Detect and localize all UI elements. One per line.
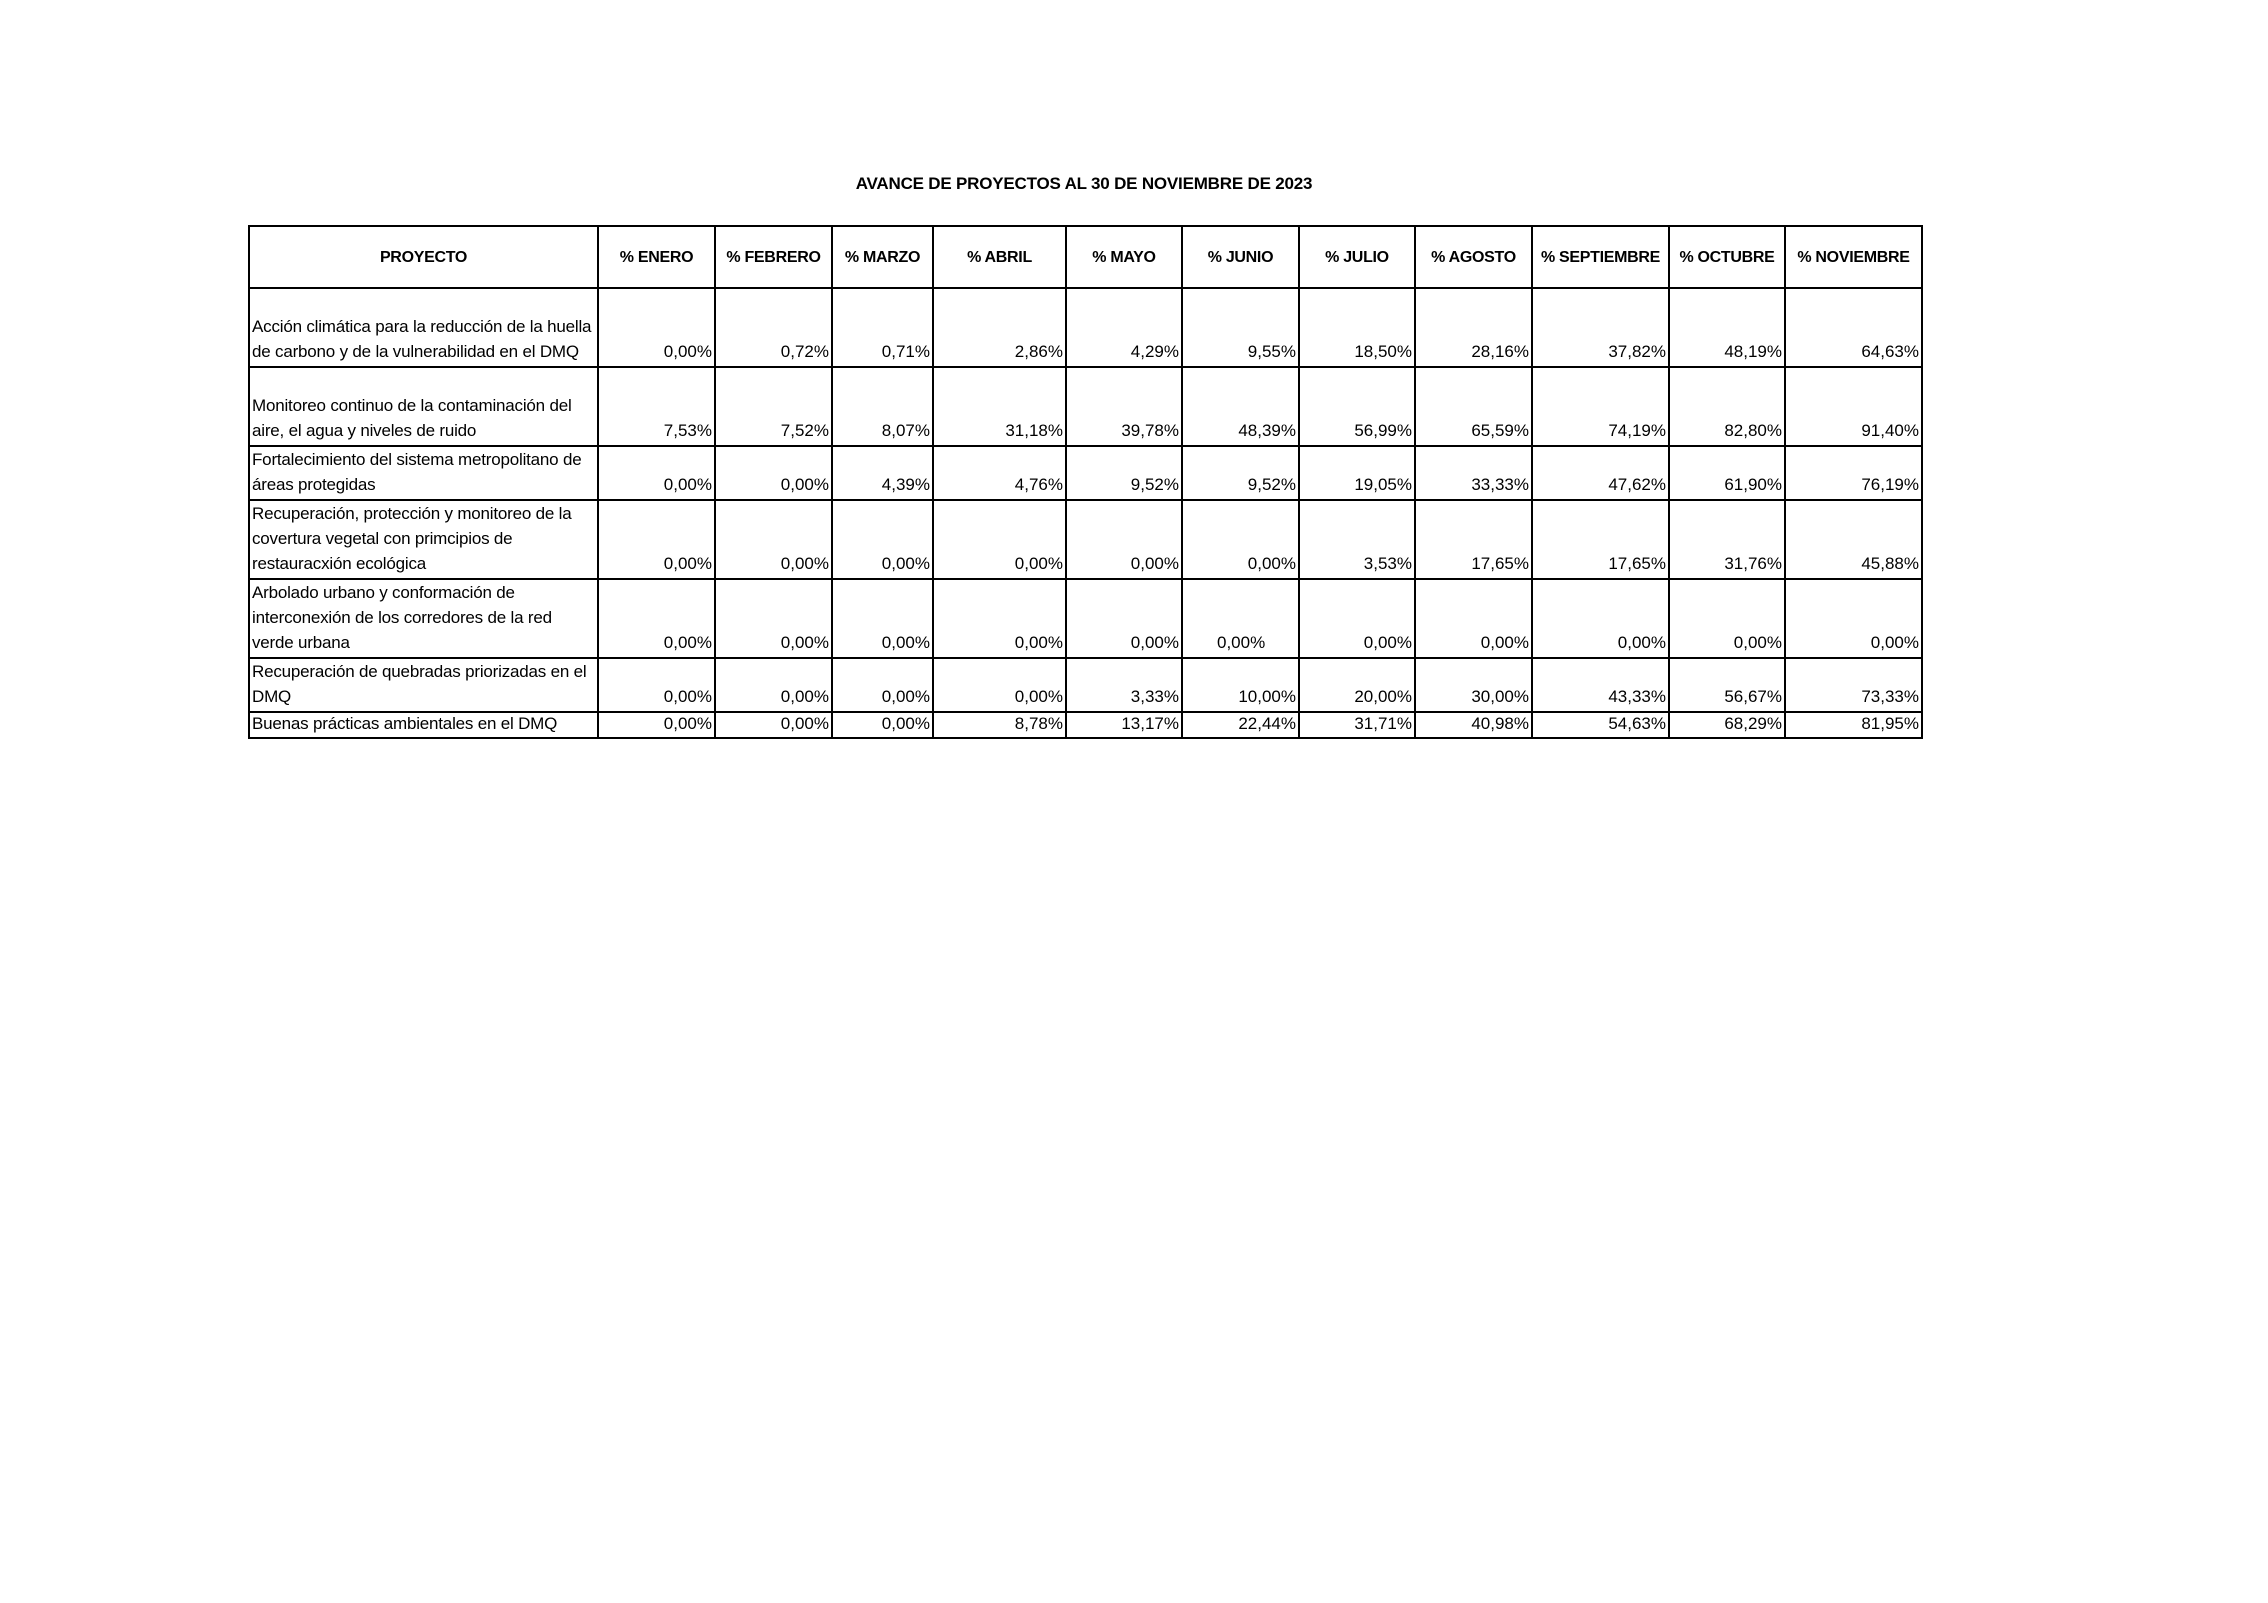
value-cell: 0,00% [1066, 500, 1182, 579]
value-cell: 33,33% [1415, 446, 1532, 500]
value-cell: 81,95% [1785, 712, 1922, 738]
value-cell: 0,00% [715, 500, 832, 579]
value-cell: 65,59% [1415, 367, 1532, 446]
table-row [249, 712, 1922, 738]
value-cell: 0,00% [598, 712, 715, 738]
value-cell: 7,52% [715, 367, 832, 446]
column-header-enero: % ENERO [598, 226, 715, 288]
value-cell: 0,00% [715, 579, 832, 658]
header-row [249, 226, 1922, 288]
value-cell: 0,00% [832, 500, 933, 579]
value-cell: 0,00% [1066, 579, 1182, 658]
value-cell: 76,19% [1785, 446, 1922, 500]
value-cell: 20,00% [1299, 658, 1415, 712]
table-row [249, 579, 1922, 658]
value-cell: 17,65% [1415, 500, 1532, 579]
value-cell: 0,00% [832, 658, 933, 712]
value-cell: 0,00% [1299, 579, 1415, 658]
value-cell: 0,72% [715, 288, 832, 367]
column-header-junio: % JUNIO [1182, 226, 1299, 288]
table-row [249, 446, 1922, 500]
table-row [249, 367, 1922, 446]
value-cell: 68,29% [1669, 712, 1785, 738]
value-cell: 0,00% [598, 658, 715, 712]
value-cell: 43,33% [1532, 658, 1669, 712]
value-cell: 0,00% [598, 579, 715, 658]
value-cell: 61,90% [1669, 446, 1785, 500]
column-header-octubre: % OCTUBRE [1669, 226, 1785, 288]
value-cell: 0,00% [1415, 579, 1532, 658]
progress-table [248, 225, 1923, 739]
value-cell: 3,53% [1299, 500, 1415, 579]
value-cell: 73,33% [1785, 658, 1922, 712]
value-cell: 91,40% [1785, 367, 1922, 446]
project-name: Fortalecimiento del sistema metropolitano de áreas protegidas [249, 446, 598, 500]
value-cell: 0,00% [1182, 579, 1299, 658]
value-cell: 0,00% [715, 658, 832, 712]
value-cell: 0,00% [598, 288, 715, 367]
value-cell: 40,98% [1415, 712, 1532, 738]
column-header-proyecto: PROYECTO [249, 226, 598, 288]
value-cell: 39,78% [1066, 367, 1182, 446]
value-cell: 4,29% [1066, 288, 1182, 367]
column-header-marzo: % MARZO [832, 226, 933, 288]
page-title: AVANCE DE PROYECTOS AL 30 DE NOVIEMBRE DE 2023 [855, 174, 1313, 193]
value-cell: 48,19% [1669, 288, 1785, 367]
value-cell: 0,00% [1182, 500, 1299, 579]
value-cell: 56,67% [1669, 658, 1785, 712]
value-cell: 3,33% [1066, 658, 1182, 712]
value-cell: 0,00% [933, 658, 1066, 712]
value-cell: 0,00% [933, 500, 1066, 579]
value-cell: 64,63% [1785, 288, 1922, 367]
table-row [249, 288, 1922, 367]
value-cell: 0,00% [1532, 579, 1669, 658]
value-cell: 4,76% [933, 446, 1066, 500]
value-cell: 13,17% [1066, 712, 1182, 738]
value-cell: 22,44% [1182, 712, 1299, 738]
project-name: Recuperación, protección y monitoreo de la covertura vegetal con primcipios de restauracxión ecológica [249, 500, 598, 579]
project-name: Recuperación de quebradas priorizadas en el DMQ [249, 658, 598, 712]
value-cell: 31,76% [1669, 500, 1785, 579]
table-row [249, 500, 1922, 579]
value-cell: 47,62% [1532, 446, 1669, 500]
value-cell: 8,78% [933, 712, 1066, 738]
value-cell: 31,18% [933, 367, 1066, 446]
column-header-julio: % JULIO [1299, 226, 1415, 288]
value-cell: 9,52% [1066, 446, 1182, 500]
value-cell: 0,00% [715, 712, 832, 738]
value-cell: 56,99% [1299, 367, 1415, 446]
value-cell: 74,19% [1532, 367, 1669, 446]
column-header-mayo: % MAYO [1066, 226, 1182, 288]
value-cell: 0,00% [1785, 579, 1922, 658]
value-cell: 31,71% [1299, 712, 1415, 738]
value-cell: 8,07% [832, 367, 933, 446]
value-cell: 19,05% [1299, 446, 1415, 500]
column-header-septiembre: % SEPTIEMBRE [1532, 226, 1669, 288]
value-cell: 0,00% [832, 712, 933, 738]
value-cell: 0,00% [1669, 579, 1785, 658]
value-cell: 30,00% [1415, 658, 1532, 712]
value-cell: 0,00% [598, 500, 715, 579]
value-cell: 0,00% [598, 446, 715, 500]
project-name: Monitoreo continuo de la contaminación del aire, el agua y niveles de ruido [249, 367, 598, 446]
column-header-febrero: % FEBRERO [715, 226, 832, 288]
project-name: Acción climática para la reducción de la huella de carbono y de la vulnerabilidad en el DMQ [249, 288, 598, 367]
value-cell: 48,39% [1182, 367, 1299, 446]
value-cell: 54,63% [1532, 712, 1669, 738]
value-cell: 9,55% [1182, 288, 1299, 367]
value-cell: 7,53% [598, 367, 715, 446]
value-cell: 0,00% [715, 446, 832, 500]
column-header-noviembre: % NOVIEMBRE [1785, 226, 1922, 288]
value-cell: 18,50% [1299, 288, 1415, 367]
value-cell: 9,52% [1182, 446, 1299, 500]
table-row [249, 658, 1922, 712]
value-cell: 4,39% [832, 446, 933, 500]
value-cell: 45,88% [1785, 500, 1922, 579]
value-cell: 10,00% [1182, 658, 1299, 712]
column-header-abril: % ABRIL [933, 226, 1066, 288]
value-cell: 37,82% [1532, 288, 1669, 367]
value-cell: 82,80% [1669, 367, 1785, 446]
project-name: Buenas prácticas ambientales en el DMQ [249, 712, 598, 738]
value-cell: 2,86% [933, 288, 1066, 367]
value-cell: 0,71% [832, 288, 933, 367]
column-header-agosto: % AGOSTO [1415, 226, 1532, 288]
value-cell: 0,00% [832, 579, 933, 658]
value-cell: 0,00% [933, 579, 1066, 658]
project-name: Arbolado urbano y conformación de interconexión de los corredores de la red verde urbana [249, 579, 598, 658]
value-cell: 17,65% [1532, 500, 1669, 579]
value-cell: 28,16% [1415, 288, 1532, 367]
